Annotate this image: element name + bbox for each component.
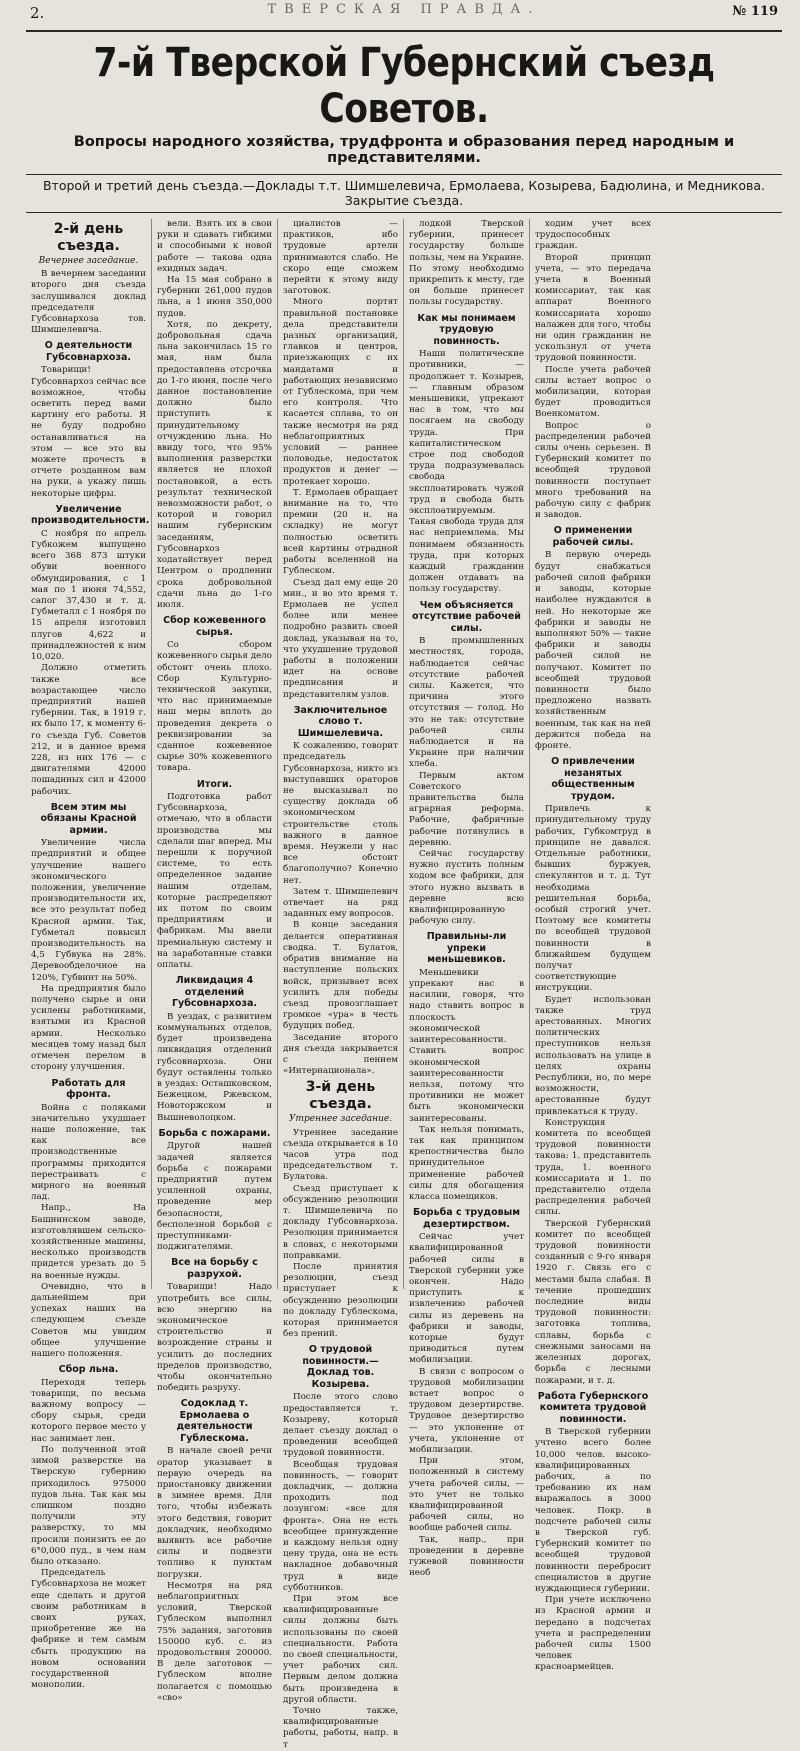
column-4: [404, 219, 530, 1579]
column-2: [152, 219, 278, 1703]
paragraph: вели. Взять их в свои руки и сдавать гибкими и способными к новой работе — такова одна ехидных задач.: [157, 219, 272, 274]
subheading: Борьба с пожарами.: [158, 1127, 271, 1139]
paragraph: Переходя теперь товарищи, по весьма важному вопросу — сбору сырья, среди которого первое место у нас занимает лен.: [31, 1377, 146, 1444]
paragraph: ходим учет всех трудоспособных граждан.: [535, 219, 651, 252]
deck: Вопросы народного хозяйства, трудфронта и образования перед народным и представителями.: [73, 134, 735, 166]
paragraph: Война с поляками значительно ухудшает наше положение, так как все производственные программы приходится перестраивать с мирного на военный лад.: [31, 1102, 146, 1203]
subheading: Как мы понимаем трудовую повинность.: [417, 312, 516, 347]
paragraph: Со сбором кожевенного сырья дело обстоит очень плохо. Сбор Культурно-технической закупки, что нас принимаемые наш меры вплоть до проведения декрета о реквизировании за сданное кожевенное сырье 30% кожевенного товара.: [157, 640, 272, 774]
paragraph: На предприятия было получено сырье и они усилены работниками, взятыми из Красной армии. Несколько месяцев тому назад был отмечен перелом в сторону улучшения.: [31, 983, 146, 1073]
paragraph: Т. Ермолаев обращает внимание на то, что премии (20 н. на складку) не могут полностью осветить всей картины отрадной работы вселенной на Гублеском.: [283, 487, 398, 577]
paragraph: С ноября по апрель Губкожем выпущено всего 368 873 штуки обуви военного обмундирования, с 1 мая по 1 июня 74,552, сапог 37,430 и т. д. Губметалл с 1 ноября по 15 апреля изготовил плугов 4,622 и принадлежностей к ним 10,020.: [31, 528, 146, 663]
column-5: [530, 219, 656, 1673]
subheading: Сбор кожевенного сырья.: [163, 615, 266, 638]
paragraph: Тверской Губернский комитет по всеобщей трудовой повинности созданный с 9-го января 1920 г. Связь его с местами была слабая. В течение прошедших последние виды трудовой повинности: заготовка топлива, сплавы, борьба с снежными заносами на железных дорогах, борьба с лесными пожарами, и т. д.: [535, 1218, 651, 1386]
paragraph: После учета рабочей силы встает вопрос о мобилизации, которая будет проводиться Военкоматом.: [535, 364, 651, 420]
subheading: Увеличение производительности.: [31, 503, 150, 527]
subheading: Содоклад т. Ермолаева о деятельности Гублескома.: [176, 1398, 253, 1444]
paragraph: Товарищи! Губсовнархоз сейчас все возможное, чтобы осветить перед вами картину его работы. Я не буду подробно останавливаться на этом — все это вы можете прочесть в отчете розданном вам на руки, а укажу лишь некоторые цифры.: [31, 365, 146, 499]
paragraph: Подготовка работ Губсовнархоза, отмечаю, что в области производства мы сделали шаг вперед. Мы перешли к поручной системе, то есть определенное задание нашим отделам, которые распределяют их потом по своим предприятиям и фабрикам. Мы ввели премиальную систему и на заработанные ставки оплаты.: [157, 792, 272, 971]
paragraph: Увеличение числа предприятий и общее улучшение нашего экономического положения, увеличение производительности их, все это результат побед Красной армии. Так, Губметал повысил производительность на 4,5 Губвука на 28%. Деревообделочное на 120%, Губвинт на 50%.: [31, 838, 146, 983]
subheading: Борьба с трудовым дезертирством.: [413, 1207, 520, 1230]
paragraph: Другой нашей задачей является борьба с пожарами предприятий путем усиленной охраны, проведение мер безопасности, бесполезной борьбой с преступниками-поджигателями.: [157, 1141, 272, 1253]
paragraph: Сейчас учет квалифицированной рабочей силы в Тверской губернии уже окончен. Надо приступить к извлечению рабочей силы из деревень на фабрики и заводы, которые будут приводиться путем мобилизации.: [409, 1232, 524, 1366]
paragraph: После принятия резолюции, съезд приступает к обсуждению резолюции по докладу Гублескома, которая принимается без прений.: [283, 1261, 398, 1340]
paragraph: Точно также, квалифицированные работы, работы, напр. в т: [283, 1706, 398, 1750]
masthead: [26, 0, 782, 32]
paragraph: Вопрос о распределении рабочей силы очень серьезен. В Губернский комитет по всеобщей трудовой повинности поступает много требований на рабочую силу с фабрик и заводов.: [535, 420, 651, 521]
paragraph: На 15 мая собрано в губернии 261,000 пудов льна, а 1 июня 350,000 пудов.: [157, 275, 272, 319]
subheading: О применении рабочей силы.: [552, 525, 634, 548]
paragraph: Съезд приступает к обсуждению резолюции т. Шимшелевича по докладу Губсовнархоза. Резолюция принимается в словах, с некоторыми поправками.: [283, 1183, 398, 1261]
paragraph: В уездах, с развитием коммунальных отделов, будет произведена ликвидация отделений губсовнархоза. Они будут оставлены только в уездах: Осташковском, Бежецком, Ржевском, Новоторжском и Вышневолоцком.: [157, 1011, 272, 1123]
section-heading: 3-й день съезда.: [305, 1079, 376, 1113]
subheading: Заключительное слово т. Шимшелевича.: [293, 704, 388, 739]
paragraph: лодкой Тверской губернии, принесет государству больше пользы, чем на Украине. По этому необходимо прикрепить к месту, где он больше принесет пользы государству.: [409, 219, 524, 308]
paragraph: В промышленных местностях, города, наблюдается сейчас отсутствие рабочей силы. Кажется, что причина этого отсутствия — голод. Но это не так: отсутствие рабочей силы наблюдается и на Украине при наличии хлеба.: [409, 636, 524, 770]
paragraph: Наши политические противники, — продолжает т. Козырев, — главным образом меньшевики, упрекают нас в том, что мы посягаем на свободу труда. При капиталистическом строе под свободой труда подразумевалась свобода эксплоатировать чужой труд и свобода быть эксплоатируемым. Такая свобода труда для нас неприемлема. Мы понимаем обязанность труда, при которых каждый гражданин должен отдавать на пользу государству.: [409, 349, 524, 595]
column-3: [278, 219, 404, 1750]
paragraph: В первую очередь будут снабжаться рабочей силой фабрики и заводы, которые наиболее нуждаются в ней. Но некоторые же фабрики и заводы не выполняют 50% — такие фабрики и заводы рабочей силой не получают. Комитет по всеобщей трудовой повинности было предложено назвать хозяйственным военным, так как на ней держится победа на фронте.: [535, 550, 651, 751]
strapline: Второй и третий день съезда.—Доклады т.т. Шимшелевича, Ермолаева, Козырева, Бадюлина, и Медникова. Закрытие съезда.: [26, 174, 782, 213]
paragraph: При этом, положенный в систему учета рабочей силы, — это учет не только квалифицированной рабочей силы, но вообще рабочей силы.: [409, 1456, 524, 1534]
paragraph: Очевидно, что в дальнейшем при успехах наших на следующем съезде Советов мы увидим общее улучшение нашего положения.: [31, 1281, 146, 1359]
paragraph: Хотя, по декрету, добровольная сдача льна закончилась 15 го мая, нам была предоставлена отсрочка до 1-го июня, после чего данное постановление должно было приступить к принудительному отчуждению льна. Но ввиду того, что 95% выполнения разверстки является не плохой постановкой, а есть результат технической невозможности работ, о которой и говорил нашим губернским заседаниям, Губсовнархоз ходатайствует перед Центром о продлении срока добровольной сдачи льна до 1-го июля.: [157, 319, 272, 610]
paragraph: Первым актом Советского правительства была аграрная реформа. Рабочие, фабричные рабочие потянулись в деревню.: [409, 770, 524, 848]
session-label: Вечернее заседание.: [38, 256, 139, 266]
paragraph: Так нельзя понимать, так как принципом крепостничества было принудительное применение рабочей силы для обогащения класса помещиков.: [409, 1124, 524, 1202]
paragraph: В конце заседания делается оперативная сводка. Т. Булатов, обратив внимание на наступление польских войск, призывает всех усилить для победы съезд провозглашает громкое «ура» в честь будущих побед.: [283, 920, 398, 1032]
paragraph: К сожалению, говорит председатель Губсовнархоза, никто из выступавших ораторов не высказывал по существу доклада об экономическом строительстве столь важного в данное время. Неужели у нас все обстоит благополучно? Конечно нет.: [283, 741, 398, 886]
subheading: Работа Губернского комитета трудовой повинности.: [537, 1390, 649, 1425]
paragraph: Будет использован также труд арестованных. Многих политических преступников нельзя использовать на улице в целях охраны Республики, но, по мере возможности, арестованные будут привлекаться к труду.: [535, 994, 651, 1117]
subheading: Чем объясняется отсутствие рабочей силы.: [412, 599, 521, 634]
paragraph: Привлечь к принудительному труду рабочих, Губкомтруд в принципе не давался. Отдельные работники, бывших буржуев, спекулянтов и т. д. Тут необходима решительная борьба, особый строгий учет. Поэтому все комитеты по всеобщей трудовой повинности в ближайшем будущем получат соответствующие инструкции.: [535, 804, 651, 994]
article-columns: [26, 219, 782, 1750]
paragraph: В связи с вопросом о трудовой мобилизации встает вопрос о трудовом дезертирстве. Трудовое дезертирство — это уклонение от учета, уклонение от мобилизации.: [409, 1366, 524, 1455]
page-number: 2.: [30, 4, 45, 22]
subheading: Ликвидация 4 отделений Губсовнархоза.: [171, 975, 258, 1010]
paragraph: Съезд дал ему еще 20 мин., и во это время т. Ермолаев не успел более или менее подробно развить своей доклад, указывая на то, что ухудшение трудовой работы в положении идет на основе предписания и представителям узлов.: [283, 577, 398, 700]
subheading: О деятельности Губсовнархоза.: [44, 340, 133, 363]
paragraph: Затем т. Шимшелевич отвечает на ряд заданных ему вопросов.: [283, 886, 398, 920]
headline: 7-й Тверской Губернский съезд Советов.: [93, 40, 715, 132]
paragraph: В вечернем заседании второго дня съезда заслушивался доклад председателя Губсовнархоза тов. Шимшелевича.: [31, 269, 146, 336]
paragraph: При этом все квалифицированные силы должны быть использованы по своей специальности. Работа по своей специальности, учет рабочих сил. Первым делом должна быть произведена в другой области.: [283, 1594, 398, 1705]
subheading: О трудовой повинности.—Доклад тов. Козырева.: [302, 1344, 379, 1390]
paragraph: По полученной этой зимой разверстке на Тверскую губернию приходилось 975000 пудов льна. Так как мы слишком поздно получили эту разверстку, то мы просили понизить ее до 6°0,000 пуд., в чем нам было отказано.: [31, 1444, 146, 1567]
paragraph: Утреннее заседание съезда открывается в 10 часов утра под председательством т. Булатова.: [283, 1127, 398, 1183]
paragraph: Конструкция комитета по всеобщей трудовой повинности такова: 1. представитель труда, 1. военного комиссариата и 1. по представителю отдела распределения рабочей силы.: [535, 1117, 651, 1218]
paragraph: В Тверской губернии учтено всего более 10,000 челов. высоко-квалифицированных рабочих, а по требованию их нам выражалось в 3000 человек. Покр. в подсчете рабочей силы в Тверской губ. Губернский комитет по всеобщей трудовой повинности перебросит специалистов в другие нуждающиеся губернии.: [535, 1427, 651, 1595]
paragraph: Меньшевики упрекают нас в насилии, говоря, что надо ставить вопрос в плоскость экономической заинтересованности. Ставить вопрос экономической заинтересованности нельзя, потому что противники не может быть экономически заинтересованы.: [409, 967, 524, 1124]
subheading: Правильны-ли упреки меньшевиков.: [426, 931, 507, 966]
issue-number: № 119: [732, 4, 778, 19]
subheading: Работать для фронта.: [51, 1077, 126, 1100]
paragraph: Должно отметить также все возрастающее число предприятий нашей губернии. Так, в 1919 г. их было 17, к моменту 6-го съезда Губ. Советов 212, и в данное время 228, из них 176 — с двигателями 42000 лошадиных сил и 42000 рабочих.: [31, 663, 146, 797]
paragraph: Напр., На Башнинском заводе, изготовлявшем сельско-хозяйственные машины, несколько производств придется урезать до 5 на военные нужды.: [31, 1203, 146, 1281]
paragraph: Заседание второго дня съезда закрывается с пением «Интернационала».: [283, 1032, 398, 1077]
paragraph: После этого слово предоставляется т. Козыреву, который делает съезду доклад о проведении всеобщей трудовой повинности.: [283, 1392, 398, 1459]
session-label: Утреннее заседание.: [288, 1114, 393, 1125]
column-1: [26, 219, 152, 1691]
paragraph: Председатель Губсовнархоза не может еще сделать и другой своим работникам в своих руках, приобретение же на фабрике и тем самым сбыть продукцию на новом основании государственной монополии.: [31, 1568, 146, 1691]
paragraph: В начале своей речи оратор указывает в первую очередь на приостановку движения в зимнее время. Для того, чтобы избежать этого бедствия, говорит докладчик, необходимо выявить все рабочие силы и подвезти топливо к пунктам погрузки.: [157, 1446, 272, 1580]
paragraph: Несмотря на ряд неблагоприятных условий, Тверской Гублеском выполнил 75% задания, заготовив 150000 куб. с. из продовольствия 200000. В деле заготовок — Гублеском вполне полагается с помощью «сво»: [157, 1580, 272, 1703]
paragraph: циалистов — практиков, ибо трудовые артели принимаются слабо. Не скоро еще сможем перейти к этому виду заготовок.: [283, 219, 398, 297]
subheading: Все на борьбу с разрухой.: [171, 1257, 258, 1280]
paragraph: Всеобщая трудовая повинность, — говорит докладчик, — должна проходить под лозунгом: «все для фронта». Она не есть всеобщее принуждение и каждому нельзя одну цену труда, она не есть накладное добавочный труд в виде субботников.: [283, 1459, 398, 1593]
newspaper-name: ТВЕРСКАЯ ПРАВДА.: [267, 2, 541, 17]
paragraph: При учете исключено из Красной армии и передано в подсчетах учета и распределении рабочей силы 1500 человек красноармейцев.: [535, 1595, 651, 1673]
section-heading: 2-й день съезда.: [53, 221, 124, 254]
paragraph: Так, напр., при проведении в деревне гужевой повинности необ: [409, 1534, 524, 1579]
subheading: О привлечении незанятых общественным трудом.: [551, 756, 635, 802]
paragraph: Товарищи! Надо употребить все силы, всю энергию на экономическое строительство и возрождение страны и усилить до последних пределов производство, чтобы окончательно победить разруху.: [157, 1282, 272, 1394]
paragraph: Сейчас государству нужно пустить полным ходом все фабрики, для этого нужно вызвать в деревне всю квалифицированную рабочую силу.: [409, 848, 524, 927]
subheading: Всем этим мы обязаны Красной армии.: [40, 801, 137, 836]
subheading: Итоги.: [196, 778, 233, 790]
subheading: Сбор льна.: [58, 1364, 119, 1376]
paragraph: Второй принцип учета, — это передача учета в Военный комиссариат, так как аппарат Военного комиссариата хорошо налажен для того, чтобы ни один гражданин не ускользнул от учета трудовой повинности.: [535, 252, 651, 364]
paragraph: Много портят правильной постановке дела представители разных организаций, главков и центров, приезжающих с их мандатами и работающих независимо от Гублескома, при чем его контроля. Что касается сплава, то он также несмотря на ряд неблагоприятных условий — раннее половодье, недостаток продуктов и денег — протекает хорошо.: [283, 297, 398, 487]
